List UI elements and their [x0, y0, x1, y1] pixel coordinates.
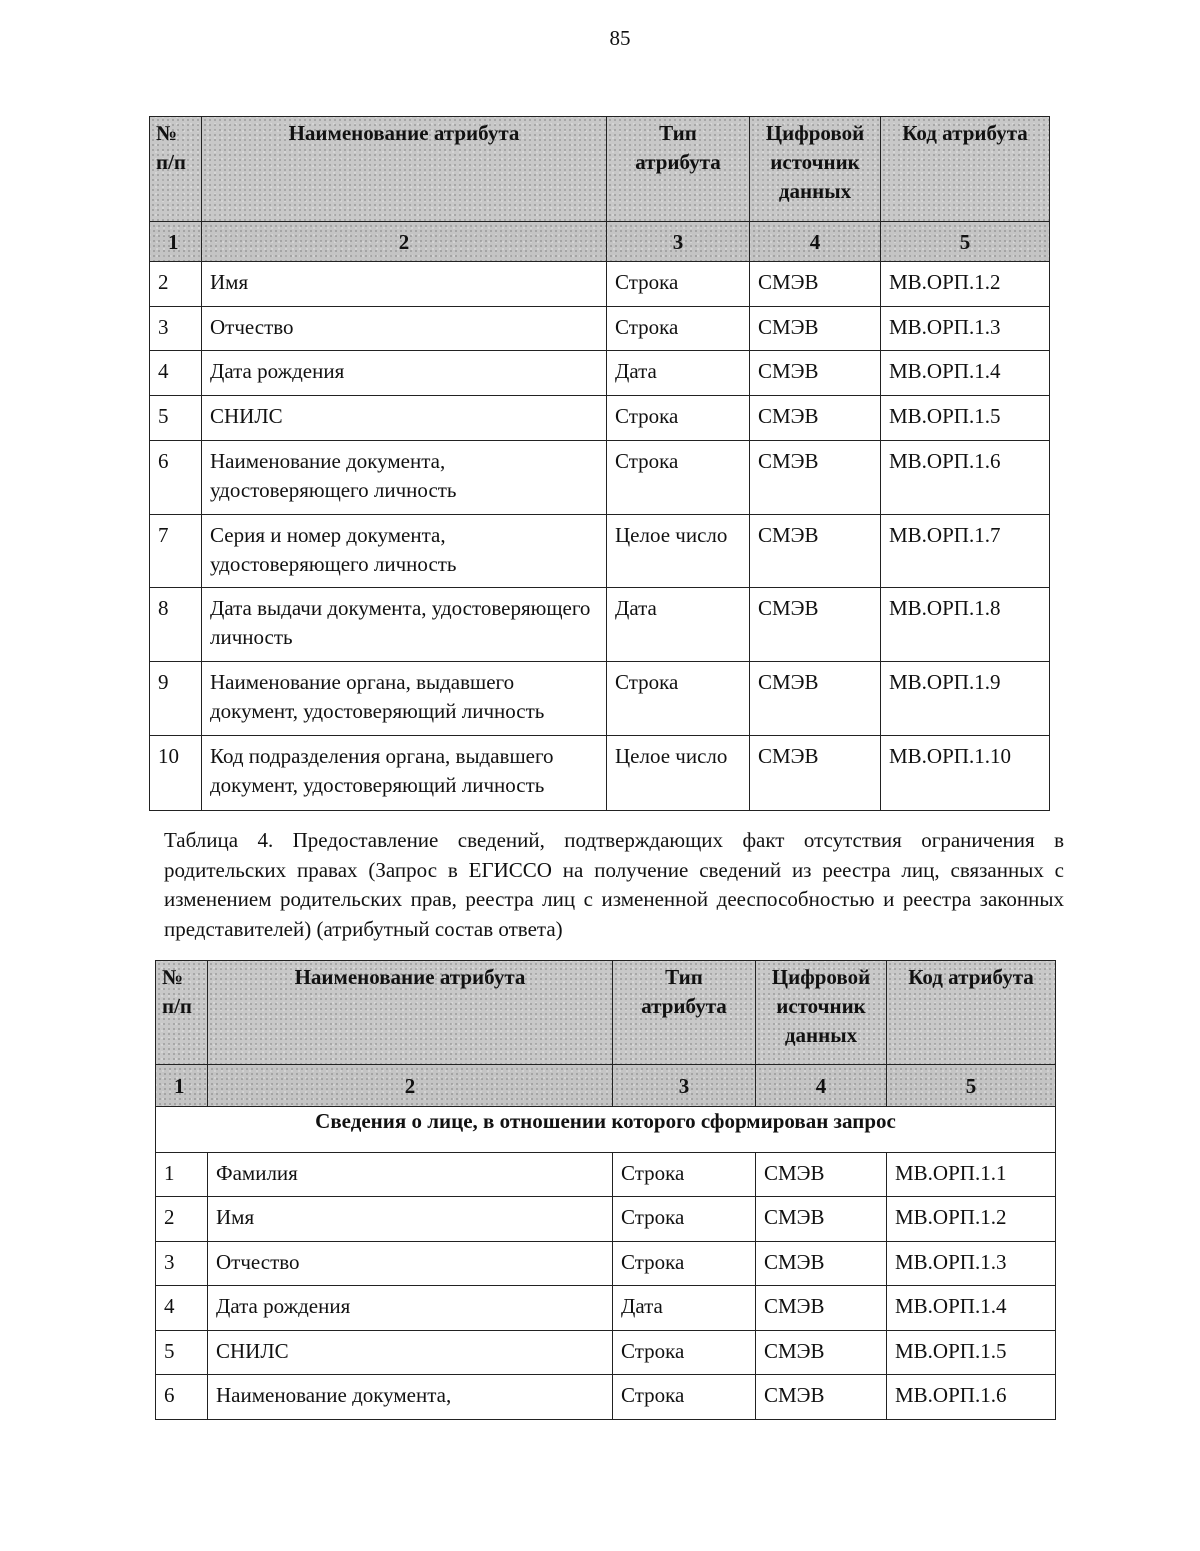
data-source: СМЭВ — [750, 441, 881, 515]
attribute-type: Строка — [607, 307, 750, 351]
attribute-type: Строка — [607, 396, 750, 441]
attribute-code: МВ.ОРП.1.1 — [887, 1153, 1056, 1197]
column-number: 2 — [208, 1065, 613, 1107]
table-row — [156, 1197, 1056, 1242]
header-attribute-type: Тип атрибута — [607, 117, 750, 222]
row-number: 6 — [150, 441, 202, 515]
table-row — [156, 1153, 1056, 1197]
data-source: СМЭВ — [756, 1153, 887, 1197]
attribute-name: Дата рождения — [202, 351, 607, 396]
attribute-name: Серия и номер документа, удостоверяющего личность — [202, 515, 607, 588]
table-header-row — [156, 961, 1056, 1065]
attribute-code: МВ.ОРП.1.2 — [887, 1197, 1056, 1242]
attribute-name: Имя — [208, 1197, 613, 1242]
row-number: 8 — [150, 588, 202, 662]
data-source: СМЭВ — [756, 1242, 887, 1286]
attribute-code: МВ.ОРП.1.7 — [881, 515, 1050, 588]
table-row — [150, 262, 1050, 307]
attribute-type: Строка — [607, 662, 750, 736]
attribute-code: МВ.ОРП.1.8 — [881, 588, 1050, 662]
attribute-name: СНИЛС — [202, 396, 607, 441]
header-number: № п/п — [156, 961, 208, 1065]
attribute-name: СНИЛС — [208, 1331, 613, 1375]
data-source: СМЭВ — [756, 1375, 887, 1420]
header-attribute-code: Код атрибута — [887, 961, 1056, 1065]
column-number: 4 — [750, 222, 881, 262]
attribute-name: Имя — [202, 262, 607, 307]
data-source: СМЭВ — [750, 351, 881, 396]
table-body — [150, 262, 1050, 811]
data-source: СМЭВ — [750, 307, 881, 351]
column-number-row — [150, 222, 1050, 262]
row-number: 7 — [150, 515, 202, 588]
data-source: СМЭВ — [756, 1331, 887, 1375]
table-row — [150, 307, 1050, 351]
header-number: № п/п — [150, 117, 202, 222]
row-number: 3 — [150, 307, 202, 351]
page-number: 85 — [609, 26, 631, 50]
attribute-code: МВ.ОРП.1.4 — [887, 1286, 1056, 1331]
column-number: 3 — [613, 1065, 756, 1107]
data-source: СМЭВ — [750, 262, 881, 307]
column-number-row — [156, 1065, 1056, 1107]
table-row — [150, 396, 1050, 441]
table-row — [150, 351, 1050, 396]
attribute-type: Дата — [613, 1286, 756, 1331]
attribute-code: МВ.ОРП.1.6 — [887, 1375, 1056, 1420]
header-attribute-name: Наименование атрибута — [202, 117, 607, 222]
attribute-code: МВ.ОРП.1.5 — [881, 396, 1050, 441]
attribute-type: Строка — [613, 1197, 756, 1242]
table-row — [150, 515, 1050, 588]
row-number: 5 — [156, 1331, 208, 1375]
section-row — [156, 1107, 1056, 1153]
attribute-code: МВ.ОРП.1.10 — [881, 736, 1050, 811]
header-attribute-name: Наименование атрибута — [208, 961, 613, 1065]
row-number: 1 — [156, 1153, 208, 1197]
table-caption: Таблица 4. Предоставление сведений, подтверждающих факт отсутствия ограничения в родительских правах (Запрос в ЕГИССО на получение сведений из реестра лиц, связанных с изменением родительских прав, реестра лиц с измененной дееспособностью и реестра законных представителей) (атрибутный состав ответа) — [164, 828, 1064, 941]
data-source: СМЭВ — [750, 396, 881, 441]
row-number: 10 — [150, 736, 202, 811]
table-header-row — [150, 117, 1050, 222]
data-source: СМЭВ — [756, 1197, 887, 1242]
attribute-code: МВ.ОРП.1.2 — [881, 262, 1050, 307]
attribute-type: Строка — [613, 1375, 756, 1420]
attribute-code: МВ.ОРП.1.5 — [887, 1331, 1056, 1375]
attribute-type: Строка — [607, 441, 750, 515]
attribute-code: МВ.ОРП.1.9 — [881, 662, 1050, 736]
column-number: 1 — [150, 222, 202, 262]
row-number: 2 — [150, 262, 202, 307]
attribute-name: Код подразделения органа, выдавшего документ, удостоверяющий личность — [202, 736, 607, 811]
attribute-name: Дата рождения — [208, 1286, 613, 1331]
attribute-type: Строка — [613, 1153, 756, 1197]
attribute-name: Наименование документа, — [208, 1375, 613, 1420]
row-number: 9 — [150, 662, 202, 736]
attribute-type: Дата — [607, 588, 750, 662]
column-number: 3 — [607, 222, 750, 262]
table-row — [150, 588, 1050, 662]
attribute-code: МВ.ОРП.1.3 — [887, 1242, 1056, 1286]
attribute-type: Строка — [607, 262, 750, 307]
column-number: 4 — [756, 1065, 887, 1107]
data-source: СМЭВ — [756, 1286, 887, 1331]
header-data-source: Цифровой источник данных — [756, 961, 887, 1065]
attribute-code: МВ.ОРП.1.3 — [881, 307, 1050, 351]
attribute-code: МВ.ОРП.1.4 — [881, 351, 1050, 396]
attribute-code: МВ.ОРП.1.6 — [881, 441, 1050, 515]
attribute-table-bottom — [155, 960, 1056, 1420]
column-number: 2 — [202, 222, 607, 262]
attribute-name: Фамилия — [208, 1153, 613, 1197]
column-number: 5 — [881, 222, 1050, 262]
row-number: 5 — [150, 396, 202, 441]
column-number: 1 — [156, 1065, 208, 1107]
section-title: Сведения о лице, в отношении которого сформирован запрос — [156, 1107, 1056, 1153]
header-attribute-type: Тип атрибута — [613, 961, 756, 1065]
attribute-name: Наименование органа, выдавшего документ, удостоверяющий личность — [202, 662, 607, 736]
attribute-name: Дата выдачи документа, удостоверяющего личность — [202, 588, 607, 662]
attribute-name: Наименование документа, удостоверяющего личность — [202, 441, 607, 515]
header-attribute-code: Код атрибута — [881, 117, 1050, 222]
table-body — [156, 1153, 1056, 1420]
row-number: 2 — [156, 1197, 208, 1242]
attribute-type: Дата — [607, 351, 750, 396]
table-row — [156, 1242, 1056, 1286]
row-number: 3 — [156, 1242, 208, 1286]
data-source: СМЭВ — [750, 515, 881, 588]
attribute-name: Отчество — [208, 1242, 613, 1286]
table-row — [156, 1286, 1056, 1331]
data-source: СМЭВ — [750, 736, 881, 811]
attribute-type: Целое число — [607, 515, 750, 588]
table-row — [156, 1375, 1056, 1420]
attribute-type: Целое число — [607, 736, 750, 811]
attribute-name: Отчество — [202, 307, 607, 351]
table-row — [150, 736, 1050, 811]
header-data-source: Цифровой источник данных — [750, 117, 881, 222]
row-number: 6 — [156, 1375, 208, 1420]
column-number: 5 — [887, 1065, 1056, 1107]
table-row — [156, 1331, 1056, 1375]
table-row — [150, 662, 1050, 736]
table-row — [150, 441, 1050, 515]
data-source: СМЭВ — [750, 588, 881, 662]
row-number: 4 — [156, 1286, 208, 1331]
attribute-type: Строка — [613, 1331, 756, 1375]
attribute-type: Строка — [613, 1242, 756, 1286]
attribute-table-top — [149, 116, 1050, 811]
data-source: СМЭВ — [750, 662, 881, 736]
row-number: 4 — [150, 351, 202, 396]
